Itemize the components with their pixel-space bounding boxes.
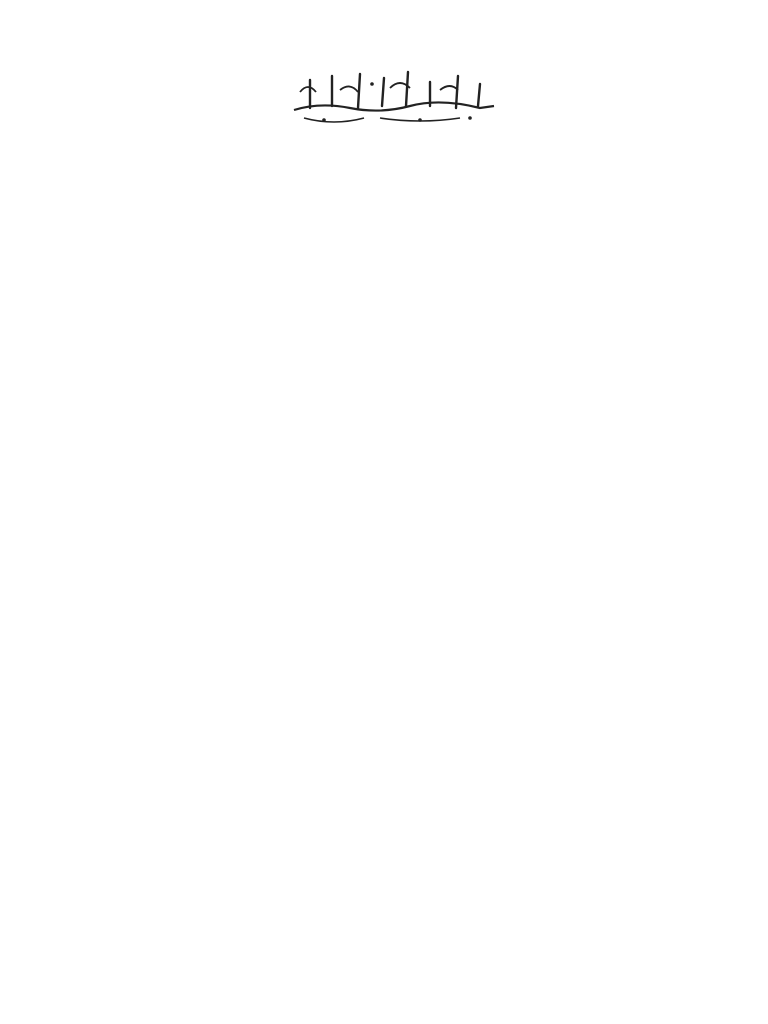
basmalah-calligraphy — [280, 62, 510, 128]
